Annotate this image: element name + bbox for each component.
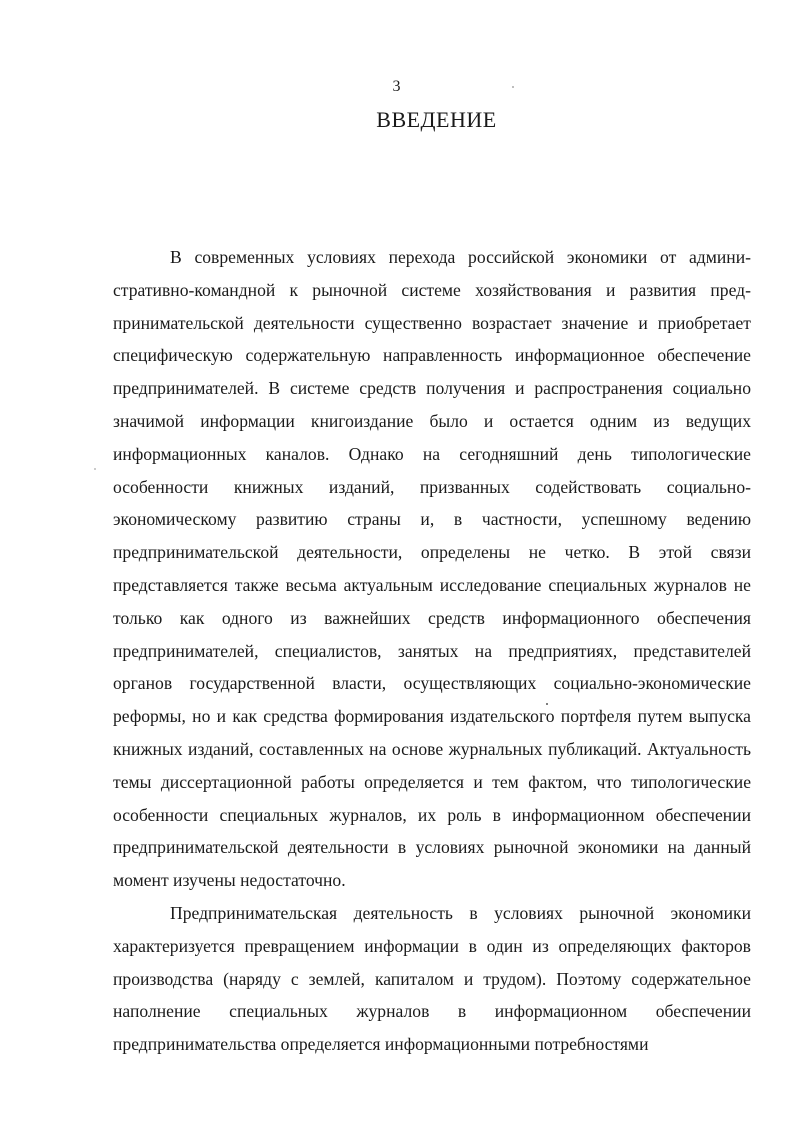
paragraph-1: В современных условиях перехода российской экономики от административно-командной к рыночной системе хозяйствования и развития предпринимательской деятельности существенно возрастает значение и приобретает специфическую содержательную направленность информационное обеспечение предпринимателей. В системе средств получения и распространения социально значимой информации книгоиздание было и остается одним из ведущих информационных каналов. Однако на сегодняшний день типологические особенности книжных изданий, призванных содействовать социально-экономическому развитию страны и, в частности, успешному ведению предпринимательской деятельности, определены не четко. В этой связи представляется также весьма актуальным исследование специальных журналов не только как одного из важнейших средств информационного обеспечения предпринимателей, специалистов, занятых на предприятиях, представителей органов государственной власти, осуществляющих социально-экономические реформы, но и как средства формирования издательского портфеля путем выпуска книжных изданий, составленных на основе журнальных публикаций. Актуальность темы диссертационной работы определяется и тем фактом, что типологические особенности специальных журналов, их роль в информационном обеспечении предпринимательской деятельности в условиях рыночной экономики на данный момент изучены недостаточно. <box>113 247 751 891</box>
paragraph-2: Предпринимательская деятельность в условиях рыночной экономики характеризуется превращением информации в один из определяющих факторов производства (наряду с землей, капиталом и трудом). Поэтому содержательное наполнение специальных журналов в информационном обеспечении предпринимательства определяется информационными потребностями <box>113 902 751 1055</box>
body-text <box>113 241 751 1061</box>
scan-speck <box>512 86 514 88</box>
scan-speck <box>546 703 548 705</box>
scan-speck <box>94 468 96 470</box>
page-title: ВВЕДЕНИЕ <box>376 107 497 132</box>
page-number: 3 <box>392 78 401 95</box>
